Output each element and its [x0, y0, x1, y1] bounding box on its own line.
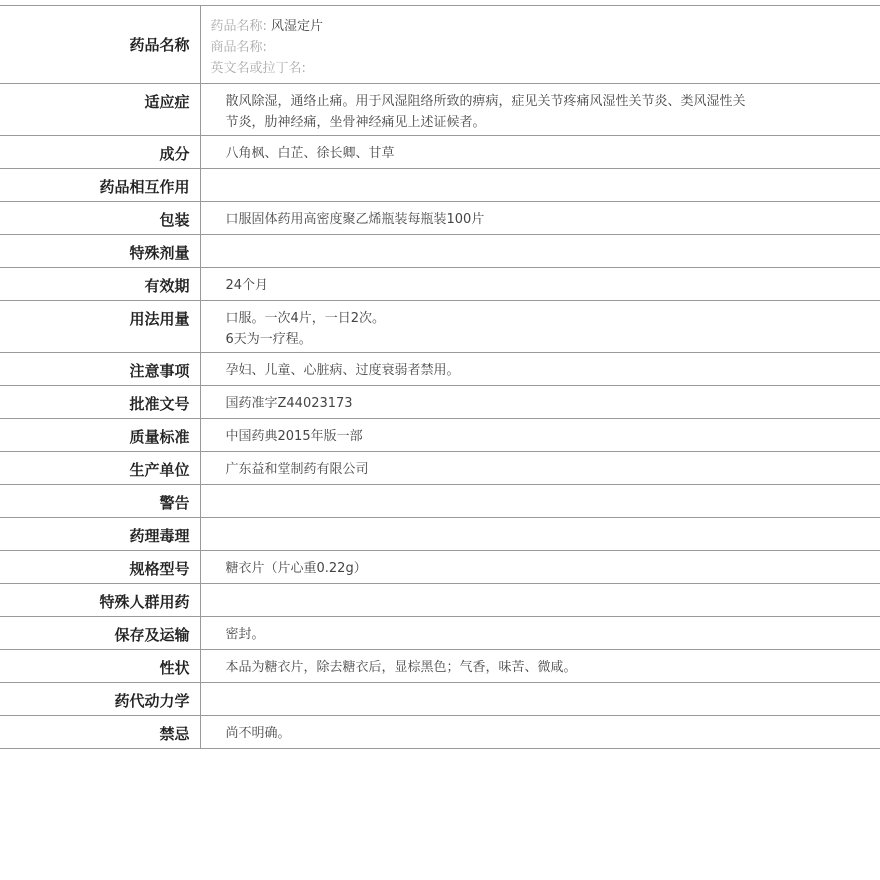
- row-value: [200, 301, 880, 353]
- row-drug-name: [0, 6, 880, 84]
- row-contraindications: [0, 716, 880, 749]
- row-label: 保存及运输: [0, 617, 200, 650]
- row-storage: [0, 617, 880, 650]
- generic-name-value: 风湿定片: [271, 19, 324, 34]
- row-label: 警告: [0, 485, 200, 518]
- row-value: 中国药典2015年版一部: [200, 419, 880, 452]
- row-value: 24个月: [200, 268, 880, 301]
- value-line: 口服。一次4片，一日2次。: [225, 311, 386, 326]
- row-special-populations: [0, 584, 880, 617]
- row-value: [200, 683, 880, 716]
- row-label: 用法用量: [0, 301, 200, 353]
- generic-name-label: 药品名称:: [210, 19, 267, 34]
- row-label: 批准文号: [0, 386, 200, 419]
- row-pharmacology: [0, 518, 880, 551]
- row-interactions: [0, 169, 880, 202]
- row-value: 八角枫、白芷、徐长卿、甘草: [200, 136, 880, 169]
- row-value: 国药准字Z44023173: [200, 386, 880, 419]
- row-value: 孕妇、儿童、心脏病、过度衰弱者禁用。: [200, 353, 880, 386]
- row-value: 尚不明确。: [200, 716, 880, 749]
- row-special-dosage: [0, 235, 880, 268]
- row-ingredients: [0, 136, 880, 169]
- row-label: 药理毒理: [0, 518, 200, 551]
- row-value: [200, 584, 880, 617]
- row-value: 糖衣片（片心重0.22g）: [200, 551, 880, 584]
- row-pharmacokinetics: [0, 683, 880, 716]
- row-value: [200, 235, 880, 268]
- row-label: 适应症: [0, 84, 200, 136]
- row-manufacturer: [0, 452, 880, 485]
- row-label: 药代动力学: [0, 683, 200, 716]
- row-label: 注意事项: [0, 353, 200, 386]
- drug-info-table: [0, 5, 880, 749]
- trade-name-label: 商品名称:: [210, 40, 267, 55]
- row-warning: [0, 485, 880, 518]
- row-shelf-life: [0, 268, 880, 301]
- row-value: 密封。: [200, 617, 880, 650]
- row-value: [200, 169, 880, 202]
- row-usage-dosage: [0, 301, 880, 353]
- row-quality-standard: [0, 419, 880, 452]
- row-approval-number: [0, 386, 880, 419]
- value-line: 6天为一疗程。: [225, 332, 312, 347]
- row-specification: [0, 551, 880, 584]
- row-value: 广东益和堂制药有限公司: [200, 452, 880, 485]
- value-line: 散风除湿，通络止痛。用于风湿阻络所致的痹病，症见关节疼痛风湿性关节炎、类风湿性关: [225, 94, 746, 109]
- row-value: 口服固体药用高密度聚乙烯瓶装每瓶装100片: [200, 202, 880, 235]
- row-label: 药品名称: [0, 6, 200, 84]
- row-label: 生产单位: [0, 452, 200, 485]
- row-label: 有效期: [0, 268, 200, 301]
- row-value: [200, 485, 880, 518]
- row-label: 禁忌: [0, 716, 200, 749]
- row-label: 药品相互作用: [0, 169, 200, 202]
- row-label: 性状: [0, 650, 200, 683]
- value-line: 节炎，肋神经痛，坐骨神经痛见上述证候者。: [225, 115, 486, 130]
- row-value: [200, 6, 880, 84]
- row-label: 规格型号: [0, 551, 200, 584]
- row-label: 特殊人群用药: [0, 584, 200, 617]
- row-appearance: [0, 650, 880, 683]
- english-name-label: 英文名或拉丁名:: [210, 61, 306, 76]
- row-packaging: [0, 202, 880, 235]
- row-label: 特殊剂量: [0, 235, 200, 268]
- row-label: 成分: [0, 136, 200, 169]
- row-precautions: [0, 353, 880, 386]
- row-indications: [0, 84, 880, 136]
- row-value: 本品为糖衣片，除去糖衣后，显棕黑色；气香，味苦、微咸。: [200, 650, 880, 683]
- row-value: [200, 518, 880, 551]
- row-label: 包装: [0, 202, 200, 235]
- row-label: 质量标准: [0, 419, 200, 452]
- row-value: [200, 84, 880, 136]
